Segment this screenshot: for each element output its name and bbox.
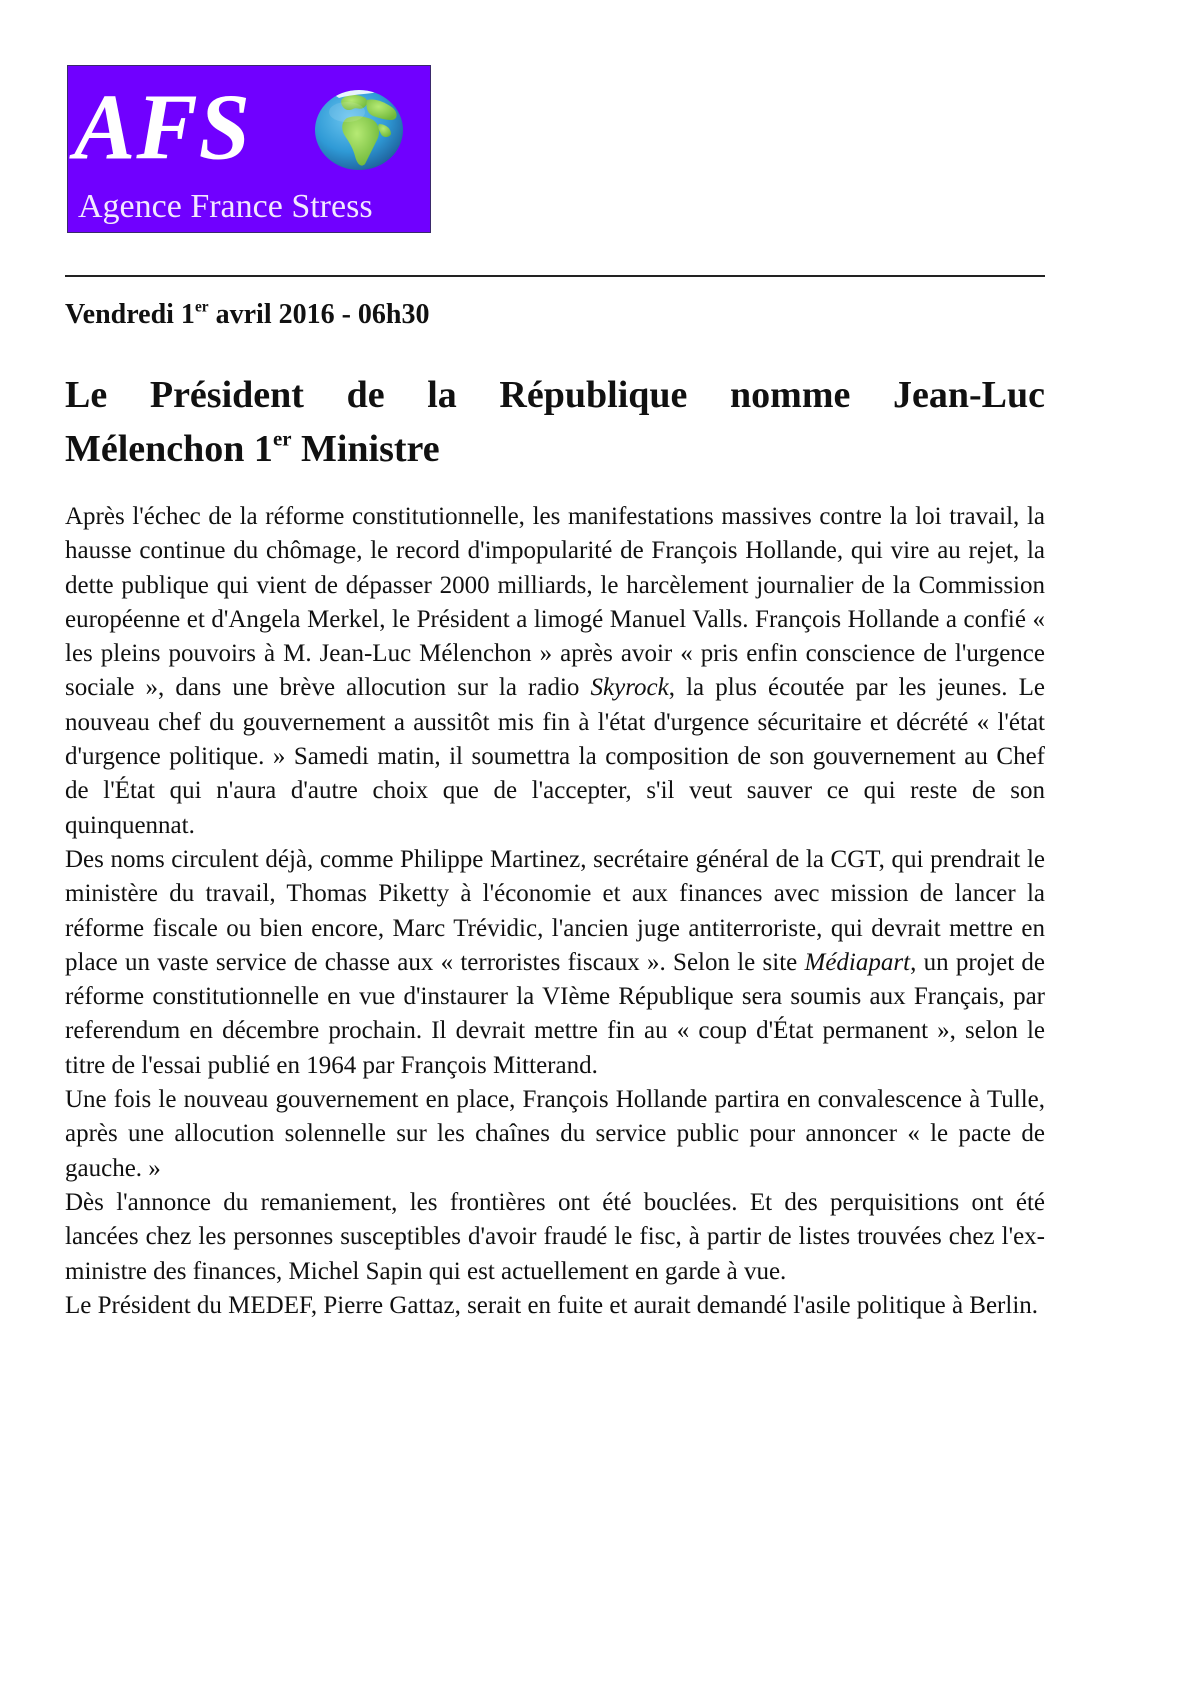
dateline-ordinal: er [194, 298, 209, 316]
title-ordinal: er [272, 426, 292, 451]
article-dateline [65, 298, 430, 332]
logo-tagline: Agence France Stress [78, 188, 373, 225]
title-line-2 [65, 422, 1045, 476]
paragraph-1 [65, 500, 1045, 843]
article-title [65, 368, 1045, 476]
header-divider [65, 275, 1045, 277]
paragraph-text: , un projet de réforme constitutionnelle en vue d'instaurer la VIème République sera soumis aux Français, par referendum en décembre prochain. Il devrait mettre fin au « coup d'État permanent », selon le titre de l'essai publié en 1964 par François Mitterand. [65, 948, 1045, 1079]
title-line-1: Le Président de la République nomme Jean-Luc [65, 374, 1045, 416]
title-line2-suffix: Ministre [291, 428, 440, 470]
globe-icon [313, 88, 405, 172]
paragraph-text: Après l'échec de la réforme constitutionnelle, les manifestations massives contre la loi travail, la hausse continue du chômage, le record d'impopularité de François Hollande, qui vire au rejet, la dette publique qui vient de dépasser 2000 milliards, le harcèlement journalier de la Commission européenne et d'Angela Merkel, le Président a limogé Manuel Valls. François Hollande a confié « les pleins pouvoirs à M. Jean-Luc Mélenchon » après avoir « pris enfin conscience de l'urgence sociale », dans une brève allocution sur la radio [65, 503, 1045, 702]
paragraph-4: Dès l'annonce du remaniement, les frontières ont été bouclées. Et des perquisitions ont été lancées chez les personnes susceptibles d'avoir fraudé le fisc, à partir de listes trouvées chez l'ex-ministre des finances, Michel Sapin qui est actuellement en garde à vue. [65, 1188, 1045, 1285]
paragraph-text: , la plus écoutée par les jeunes. Le nouveau chef du gouvernement a aussitôt mis fin à l'état d'urgence sécuritaire et décrété « l'état d'urgence politique. » Samedi matin, il soumettra la composition de son gouvernement au Chef de l'État qui n'aura d'autre choix que de l'accepter, s'il veut sauver ce qui reste de son quinquennat. [65, 674, 1045, 839]
paragraph-3: Une fois le nouveau gouvernement en place, François Hollande partira en convalescence à Tulle, après une allocution solennelle sur les chaînes du service public pour annoncer « le pacte de gauche. » [65, 1086, 1045, 1182]
paragraph-5: Le Président du MEDEF, Pierre Gattaz, serait en fuite et aurait demandé l'asile politique à Berlin. [65, 1291, 1039, 1319]
dateline-prefix: Vendredi 1 [65, 299, 195, 330]
radio-name: Skyrock [590, 674, 669, 702]
paragraph-2 [65, 843, 1045, 1083]
title-line2-prefix: Mélenchon 1 [65, 428, 273, 470]
logo-acronym: AFS [74, 74, 251, 179]
article-body [65, 500, 1045, 1323]
dateline-suffix: avril 2016 - 06h30 [208, 299, 430, 330]
afs-logo [67, 65, 431, 233]
site-name: Médiapart [804, 948, 911, 976]
paragraph-text: Des noms circulent déjà, comme Philippe Martinez, secrétaire général de la CGT, qui prendrait le ministère du travail, Thomas Piketty à l'économie et aux finances avec mission de lancer la réforme fiscale ou bien encore, Marc Trévidic, l'ancien juge antiterroriste, qui devrait mettre en place un vaste service de chasse aux « terroristes fiscaux ». Selon le site [65, 845, 1045, 976]
